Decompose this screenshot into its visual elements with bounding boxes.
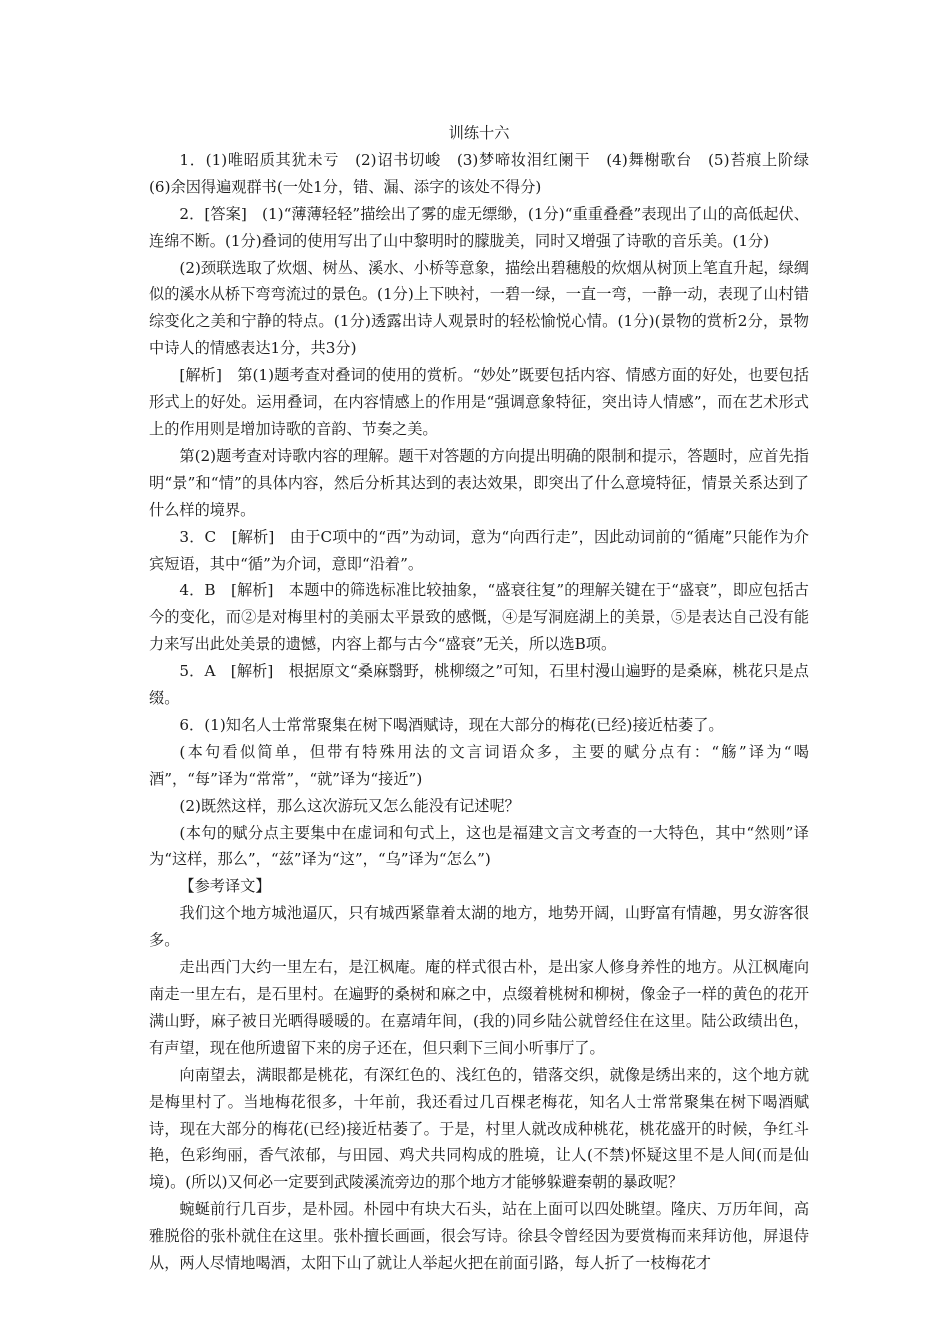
- translation-paragraph: 走出西门大约一里左右，是江枫庵。庵的样式很古朴，是出家人修身养性的地方。从江枫庵向南走一里左右，是石里村。在遍野的桑树和麻之中，点缀着桃树和柳树，像金子一样的黄色的花开满山野，麻子被日光晒得暖暖的。在嘉靖年间，(我的)同乡陆公就曾经住在这里。陆公政绩出色，有声望，现在他所遗留下来的房子还在，但只剩下三间小听事厅了。: [149, 958, 809, 1057]
- answer-6: 6．(1)知名人士常常聚集在树下喝酒赋诗，现在大部分的梅花(已经)接近枯萎了。: [179, 715, 724, 734]
- translation-paragraph: 我们这个地方城池逼仄，只有城西紧靠着太湖的地方，地势开阔，山野富有情趣，男女游客很多。: [149, 904, 809, 950]
- document-page: [149, 120, 825, 1277]
- page-title: 训练十六: [448, 124, 510, 142]
- translation-paragraph: 蜿蜒前行几百步，是朴园。朴园中有块大石头，站在上面可以四处眺望。隆庆、万历年间，高雅脱俗的张朴就住在这里。张朴擅长画画，很会写诗。徐县令曾经因为要赏梅而来拜访他，屏退侍从，两人尽情地喝酒，太阳下山了就让人举起火把在前面引路，每人折了一枝梅花才: [149, 1200, 809, 1273]
- answer-3: 3．C [解析] 由于C项中的“西”为动词，意为“向西行走”，因此动词前的“循庵”只能作为介宾短语，其中“循”为介词，意即“沿着”。: [149, 527, 809, 573]
- answer-4: 4．B [解析] 本题中的筛选标准比较抽象，“盛衰往复”的理解关键在于“盛衰”，即应包括古今的变化，而②是对梅里村的美丽太平景致的感慨，④是写洞庭湖上的美景，⑤是表达自己没有能力来写出此处美景的遗憾，内容上都与古今“盛衰”无关，所以选B项。: [149, 581, 809, 654]
- answer-1: 1．(1)唯昭质其犹未亏 (2)诏书切峻 (3)梦啼妆泪红阑干 (4)舞榭歌台 (5)苔痕上阶绿 (6)余因得遍观群书(一处1分，错、漏、添字的该处不得分): [149, 150, 825, 196]
- answer-5: 5．A [解析] 根据原文“桑麻翳野，桃柳缀之”可知，石里村漫山遍野的是桑麻，桃花只是点缀。: [149, 662, 809, 708]
- answer-6-part-2: (2)既然这样，那么这次游玩又怎么能没有记述呢？: [179, 796, 520, 815]
- answer-2-analysis-part-2: 第(2)题考查对诗歌内容的理解。题干对答题的方向提出明确的限制和提示，答题时，应首先指明“景”和“情”的具体内容，然后分析其达到的表达效果，即突出了什么意境特征，情景关系达到了什么样的境界。: [149, 446, 809, 519]
- answer-2-analysis: [解析] 第(1)题考查对叠词的使用的赏析。“妙处”既要包括内容、情感方面的好处，也要包括形式上的好处。运用叠词，在内容情感上的作用是“强调意象特征，突出诗人情感”，而在艺术形式上的作用则是增加诗歌的音韵、节奏之美。: [149, 366, 809, 438]
- answer-6-note-1: (本句看似简单，但带有特殊用法的文言词语众多，主要的赋分点有：“觞”译为“喝酒”，“每”译为“常常”，“就”译为“接近”): [149, 742, 809, 788]
- reference-translation-heading: 【参考译文】: [179, 877, 271, 896]
- answer-2-part-2: (2)颈联选取了炊烟、树丛、溪水、小桥等意象，描绘出碧穗般的炊烟从树顶上笔直升起，绿绸似的溪水从桥下弯弯流过的景色。(1分)上下映衬，一碧一绿，一直一弯，一静一动，表现了山村错综变化之美和宁静的特点。(1分)透露出诗人观景时的轻松愉悦心情。(1分)(景物的赏析2分，景物中诗人的情感表达1分，共3分): [149, 258, 809, 358]
- translation-paragraph: 向南望去，满眼都是桃花，有深红色的、浅红色的，错落交织，就像是绣出来的，这个地方就是梅里村了。当地梅花很多，十年前，我还看过几百棵老梅花，知名人士常常聚集在树下喝酒赋诗，现在大部分的梅花(已经)接近枯萎了。于是，村里人就改成种桃花，桃花盛开的时候，争红斗艳，色彩绚丽，香气浓郁，与田园、鸡犬共同构成的胜境，让人(不禁)怀疑这里不是人间(而是仙境)。(所以)又何必一定要到武陵溪流旁边的那个地方才能够躲避秦朝的暴政呢？: [149, 1065, 809, 1192]
- answer-2: 2．[答案] (1)“薄薄轻轻”描绘出了雾的虚无缥缈，(1分)“重重叠叠”表现出了山的高低起伏、连绵不断。(1分)叠词的使用写出了山中黎明时的朦胧美，同时又增强了诗歌的音乐美。(1分): [149, 204, 809, 250]
- answer-6-note-2: (本句的赋分点主要集中在虚词和句式上，这也是福建文言文考查的一大特色，其中“然则”译为“这样，那么”，“兹”译为“这”，“乌”译为“怎么”): [149, 823, 809, 869]
